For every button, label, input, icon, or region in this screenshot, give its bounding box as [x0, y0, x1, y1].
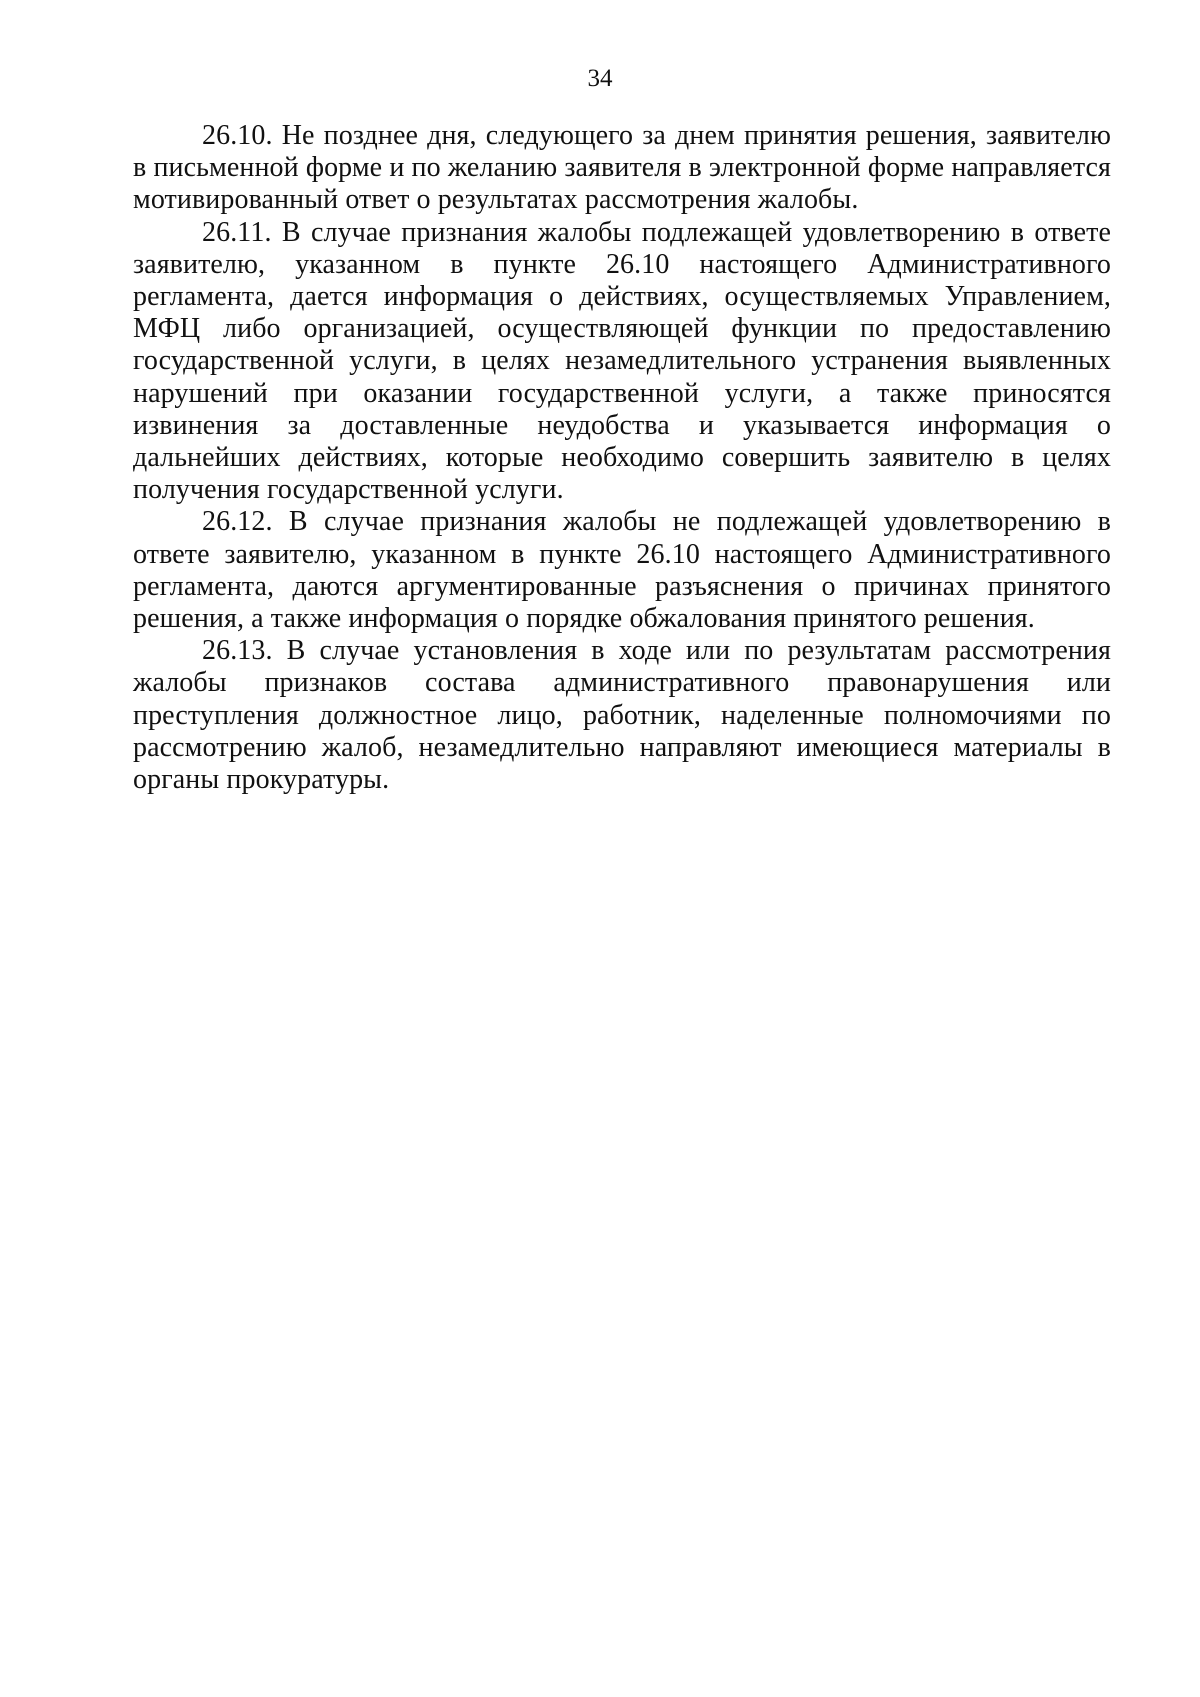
page-number: 34: [587, 65, 613, 92]
document-body: [133, 120, 1111, 796]
paragraph-26-10: 26.10. Не позднее дня, следующего за днем принятия решения, заявителю в письменной форме и по желанию заявителя в электронной форме направляется мотивированный ответ о результатах рассмотрения жалобы.: [133, 120, 1111, 216]
paragraph-26-12: 26.12. В случае признания жалобы не подлежащей удовлетворению в ответе заявителю, указанном в пункте 26.10 настоящего Административного регламента, даются аргументированные разъяснения о причинах принятого решения, а также информация о порядке обжалования принятого решения.: [133, 506, 1111, 635]
paragraph-26-13: 26.13. В случае установления в ходе или по результатам рассмотрения жалобы признаков состава административного правонарушения или преступления должностное лицо, работник, наделенные полномочиями по рассмотрению жалоб, незамедлительно направляют имеющиеся материалы в органы прокуратуры.: [133, 635, 1111, 796]
paragraph-26-11: 26.11. В случае признания жалобы подлежащей удовлетворению в ответе заявителю, указанном в пункте 26.10 настоящего Административного регламента, дается информация о действиях, осуществляемых Управлением, МФЦ либо организацией, осуществляющей функции по предоставлению государственной услуги, в целях незамедлительного устранения выявленных нарушений при оказании государственной услуги, а также приносятся извинения за доставленные неудобства и указывается информация о дальнейших действиях, которые необходимо совершить заявителю в целях получения государственной услуги.: [133, 216, 1111, 506]
